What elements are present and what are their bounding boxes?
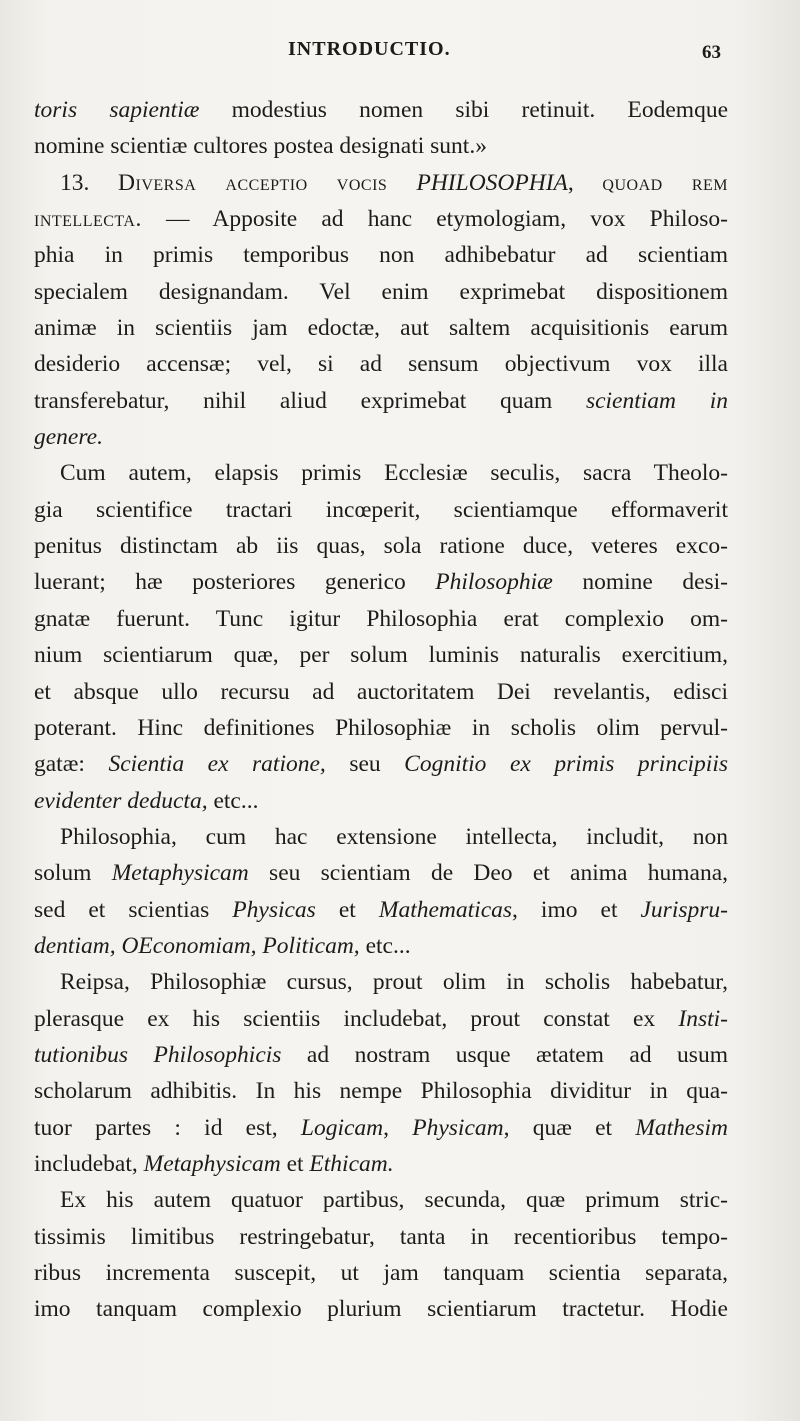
- text-segment: solum: [34, 860, 112, 887]
- text-line: [34, 128, 728, 164]
- text-segment: Physicas: [232, 896, 316, 923]
- text-segment: specialem designandam. Vel enim exprimebat dispositionem: [34, 278, 728, 305]
- text-line: [34, 201, 728, 237]
- text-segment: ,: [383, 1114, 413, 1141]
- text-segment: toris sapientiæ: [34, 97, 200, 123]
- text-segment: intellecta.: [34, 206, 142, 233]
- text-segment: animæ in scientiis jam edoctæ, aut saltem acquisitionis earum: [34, 315, 728, 342]
- text-segment: gatæ:: [34, 751, 109, 778]
- text-line: [34, 92, 728, 128]
- text-line: [34, 1110, 728, 1146]
- text-segment: Metaphysicam: [111, 860, 249, 887]
- text-segment: Cognitio ex primis principiis: [404, 751, 729, 778]
- text-segment: et: [280, 1150, 310, 1177]
- text-segment: Jurispru-: [640, 896, 728, 923]
- text-line: [34, 564, 728, 600]
- text-segment: etc...: [207, 787, 259, 814]
- text-segment: Logicam: [300, 1114, 384, 1141]
- text-line: [34, 819, 728, 855]
- text-line: [34, 964, 728, 1000]
- text-segment: Ethicam.: [309, 1150, 394, 1177]
- text-segment: et absque ullo recursu ad auctoritatem Dei revelantis, edisci: [34, 678, 728, 705]
- text-line: [34, 746, 728, 782]
- text-line: [34, 1001, 728, 1037]
- text-segment: gia scientifice tractari incœperit, scientiamque efformaverit: [34, 496, 728, 523]
- text-line: [34, 1182, 728, 1218]
- text-line: [34, 383, 728, 419]
- text-line: [34, 346, 728, 382]
- text-line: [34, 928, 728, 964]
- text-line: [34, 1073, 728, 1109]
- text-line: [34, 274, 728, 310]
- text-line: [34, 310, 728, 346]
- text-line: [34, 419, 728, 455]
- text-segment: luerant; hæ posteriores generico: [34, 569, 436, 596]
- text-line: [34, 1291, 728, 1327]
- text-segment: gnatæ fuerunt. Tunc igitur Philosophia erat complexio om-: [34, 605, 728, 632]
- text-segment: Scientia ex ratione,: [108, 751, 326, 778]
- text-line: [34, 892, 728, 928]
- text-segment: sed et scientias: [34, 896, 233, 923]
- text-line: [34, 783, 728, 819]
- text-segment: nium scientiarum quæ, per solum luminis naturalis exercitium,: [34, 642, 728, 669]
- running-title: INTRODUCTIO.: [288, 38, 451, 60]
- text-segment: scholarum adhibitis. In his nempe Philosophia dividitur in qua-: [34, 1078, 728, 1105]
- text-segment: tuor partes : id est,: [34, 1114, 301, 1141]
- text-line: [34, 455, 728, 491]
- text-segment: modestius nomen sibi retinuit. Eodemque: [199, 97, 729, 123]
- text-line: [34, 1255, 728, 1291]
- text-segment: scientiam in: [585, 387, 729, 414]
- text-segment: Insti-: [678, 1005, 728, 1032]
- text-segment: quoad rem: [602, 169, 729, 196]
- page-number: 63: [702, 42, 721, 63]
- text-segment: Physicam: [412, 1114, 504, 1141]
- text-segment: 13.: [60, 169, 119, 196]
- text-segment: nomine scientiæ cultores postea designati sunt.»: [34, 133, 487, 160]
- text-segment: seu: [325, 751, 405, 778]
- text-segment: Cum autem, elapsis primis Ecclesiæ seculis, sacra Theolo-: [60, 460, 728, 487]
- text-line: [34, 637, 728, 673]
- page-header: [0, 38, 800, 72]
- text-line: [34, 165, 728, 201]
- text-segment: Ex his autem quatuor partibus, secunda, quæ primum stric-: [60, 1187, 728, 1214]
- text-line: [34, 1037, 728, 1073]
- text-line: [34, 1219, 728, 1255]
- text-segment: genere.: [34, 424, 103, 451]
- text-segment: etc...: [359, 932, 411, 959]
- text-segment: phia in primis temporibus non adhibebatur ad scientiam: [34, 242, 728, 269]
- text-segment: Metaphysicam: [143, 1150, 281, 1177]
- text-segment: nomine desi-: [552, 569, 728, 596]
- text-segment: Diversa acceptio vocis: [118, 169, 417, 196]
- text-segment: evidenter deducta,: [34, 787, 208, 814]
- text-segment: Mathematicas: [378, 896, 513, 923]
- text-line: [34, 237, 728, 273]
- text-segment: Reipsa, Philosophiæ cursus, prout olim in scholis habebatur,: [60, 969, 728, 996]
- text-segment: dentiam, OEconomiam, Politicam,: [34, 932, 360, 959]
- text-segment: — Apposite ad hanc etymologiam, vox Philoso-: [141, 206, 728, 233]
- text-segment: ribus incrementa suscepit, ut jam tanquam scientia separata,: [34, 1260, 728, 1286]
- text-line: [34, 528, 728, 564]
- text-segment: , imo et: [512, 896, 641, 923]
- text-segment: Mathesim: [635, 1114, 728, 1141]
- text-segment: imo tanquam complexio plurium scientiarum tractetur. Hodie: [34, 1296, 728, 1323]
- text-line: [34, 674, 728, 710]
- text-segment: poterant. Hinc definitiones Philosophiæ in scholis olim pervul-: [34, 714, 728, 741]
- text-line: [34, 710, 728, 746]
- text-segment: transferebatur, nihil aliud exprimebat quam: [34, 387, 586, 414]
- text-segment: et: [315, 896, 379, 923]
- body-text: [34, 92, 728, 1328]
- text-line: [34, 855, 728, 891]
- text-line: [34, 1146, 728, 1182]
- text-segment: penitus distinctam ab iis quas, sola ratione duce, veteres exco-: [34, 533, 728, 560]
- text-segment: tutionibus Philosophicis: [34, 1041, 282, 1068]
- text-segment: ,: [567, 169, 603, 196]
- text-segment: PHILOSOPHIA: [416, 169, 568, 196]
- text-segment: ad nostram usque ætatem ad usum: [281, 1041, 728, 1068]
- text-segment: Philosophiæ: [435, 569, 553, 596]
- text-segment: , quæ et: [503, 1114, 636, 1141]
- text-segment: desiderio accensæ; vel, si ad sensum objectivum vox illa: [34, 351, 728, 378]
- text-segment: includebat,: [34, 1150, 144, 1177]
- text-line: [34, 601, 728, 637]
- text-line: [34, 492, 728, 528]
- text-segment: Philosophia, cum hac extensione intellecta, includit, non: [60, 823, 728, 850]
- text-segment: tissimis limitibus restringebatur, tanta in recentioribus tempo-: [34, 1223, 728, 1250]
- text-segment: plerasque ex his scientiis includebat, prout constat ex: [34, 1005, 679, 1032]
- text-segment: seu scientiam de Deo et anima humana,: [248, 860, 728, 887]
